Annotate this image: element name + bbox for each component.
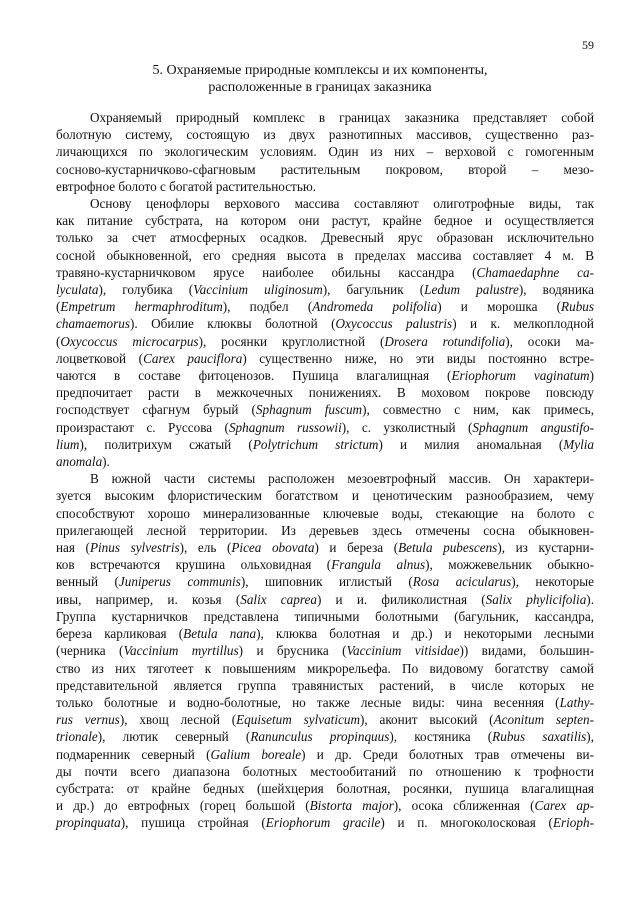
latin-name: Vaccinium myrtillus (123, 643, 239, 659)
text-run: произрастают с. Руссова ( (56, 419, 229, 435)
latin-name: Aconitum septen- (493, 712, 594, 728)
text-run: зуется высоким флористическим богатством и ценотическим разнообразием, чему (56, 488, 594, 504)
latin-name: Bistorta major (309, 798, 394, 814)
text-line (56, 350, 594, 367)
text-line (56, 264, 594, 281)
text-run: болотную систему, состоящую из двух разнотипных массивов, существенно раз- (56, 127, 594, 143)
text-line (56, 694, 594, 711)
latin-name: Polytrichum strictum (252, 436, 379, 452)
text-line (56, 229, 594, 246)
latin-name: Sphagnum russowii (228, 419, 342, 435)
text-line (56, 367, 594, 384)
text-run: береза карликовая ( (56, 626, 184, 642)
text-line (56, 247, 594, 264)
latin-name: Rubus saxatilis (492, 729, 587, 745)
text-line (56, 677, 594, 694)
text-line (56, 522, 594, 539)
latin-name: Andromeda polifolia (312, 299, 438, 315)
text-run: ), лютик северный ( (97, 729, 251, 745)
text-run: (черника ( (56, 643, 124, 659)
latin-name: Oxycoccus palustris (335, 316, 453, 332)
text-run: ), аконит высокий ( (359, 712, 494, 728)
text-run: способствуют хорошо минерализованные ключевые воды, стекающие на болото с (56, 505, 594, 521)
text-line (56, 591, 594, 608)
text-line (56, 126, 594, 143)
text-line (56, 556, 594, 573)
latin-name: Salix phylicifolia (485, 591, 587, 607)
text-line (56, 728, 594, 745)
text-line (56, 453, 594, 470)
section-title-line-2: расположенные в границах заказника (208, 80, 432, 95)
text-run: ), осоки ма- (505, 333, 594, 349)
text-line (56, 539, 594, 556)
text-run: только за счет атмосферных осадков. Древесный ярус образован исключительно (56, 230, 594, 246)
text-line (56, 178, 594, 195)
section-title (40, 62, 600, 96)
latin-name: propinquata (56, 815, 121, 831)
text-run: ), совместно с ним, как примесь, (362, 402, 594, 418)
text-run: ), политрихум сжатый ( (79, 436, 253, 452)
text-run: ды почти всего диапазона болотных местообитаний по отношению к трофности (56, 763, 594, 779)
text-run: ) и п. многоколосковая ( (380, 815, 553, 831)
text-run: ), подбел ( (222, 299, 313, 315)
latin-name: Mylia (563, 436, 594, 452)
text-run: )) видами, большин- (459, 643, 594, 659)
text-run: ), клюква болотная и др.) и некоторыми лесными (256, 626, 594, 642)
text-run: ( (56, 299, 61, 315)
text-line (56, 608, 594, 625)
text-run: субстрата: от крайне бедных (шейхцерия болотная, росянки, пушица влагалищная (56, 780, 594, 796)
latin-name: Erioph- (552, 815, 594, 831)
text-run: только болотные и водно-болотные, но также лесные виды: чина весенняя ( (56, 694, 560, 710)
latin-name: trionale (56, 729, 98, 745)
latin-name: Picea obovata (231, 540, 315, 556)
body-text (56, 109, 594, 832)
text-run: ) и и. филиколистная ( (316, 591, 486, 607)
text-line (56, 401, 594, 418)
text-run: ), костяника ( (389, 729, 493, 745)
text-line (56, 763, 594, 780)
text-run: ) (589, 368, 594, 384)
latin-name: Empetrum hermaphroditum (60, 299, 223, 315)
text-run: лоцветковой ( (56, 350, 144, 366)
latin-name: Equisetum sylvaticum (236, 712, 360, 728)
text-line (56, 780, 594, 797)
text-run: ), ель ( (179, 540, 232, 556)
text-run: ивы, например, и. козья ( (56, 591, 241, 607)
text-line (56, 333, 594, 350)
latin-name: Eriophorum gracile (265, 815, 381, 831)
text-run: сосново-кустарничково-сфагновым растительным покровом, второй – мезо- (56, 161, 594, 177)
text-line (56, 384, 594, 401)
text-run: ) и брусника ( (238, 643, 347, 659)
text-run: господствует сфагнум бурый ( (56, 402, 256, 418)
latin-name: Betula nana (183, 626, 257, 642)
text-run: личающихся по экологическим условиям. Один из них – верховой с гомогенным (56, 144, 594, 160)
text-line (56, 419, 594, 436)
text-line (56, 281, 594, 298)
latin-name: Ledum palustre (424, 282, 519, 298)
text-run: прилегающей лесной территории. Из деревьев здесь отмечены сосна обыкновен- (56, 522, 594, 538)
text-line (56, 212, 594, 229)
text-run: Охраняемый природный комплекс в границах заказника представляет собой (90, 110, 594, 125)
text-run: подмаренник северный ( (56, 746, 211, 762)
text-line (56, 814, 594, 831)
text-run: В южной части системы расположен мезоевтрофный массив. Он характери- (90, 471, 594, 487)
text-run: венный ( (56, 574, 119, 590)
latin-name: Vaccinium vitisidae (346, 643, 460, 659)
text-run: ), голубика ( (98, 282, 194, 298)
latin-name: Ranunculus propinquus (250, 729, 390, 745)
text-run: ) и морошка ( (437, 299, 562, 315)
text-run: ), можжевельник обыкно- (425, 557, 594, 573)
latin-name: Frangula alnus (331, 557, 426, 573)
text-line (56, 487, 594, 504)
text-run: Группа кустарничков представлена типичными болотными (багульник, кассандра, (56, 608, 594, 624)
text-run: ство из них тяготеет к повышениям микрорельефа. По видовому богатству самой (56, 660, 594, 676)
text-line (56, 436, 594, 453)
text-run: ) и береза ( (314, 540, 399, 556)
latin-name: Betula pubescens (398, 540, 498, 556)
text-run: ) и к. мелкоплодной (452, 316, 594, 332)
text-line (56, 642, 594, 659)
latin-name: Rosa acicularus (412, 574, 512, 590)
text-run: как питание субстрата, на котором они растут, крайне бедное и осуществляется (56, 213, 594, 229)
text-run: ), багульник ( (322, 282, 425, 298)
text-line (56, 315, 594, 332)
latin-name: Carex ap- (534, 798, 594, 814)
text-run: ) и милия аномальная ( (378, 436, 564, 452)
latin-name: Carex pauciflora (143, 350, 243, 366)
text-run: сосной обыкновенной, его средняя высота в пределах массива составляет 4 м. В (56, 247, 594, 263)
text-line (56, 505, 594, 522)
latin-name: Sphagnum fuscum (255, 402, 363, 418)
text-run: чаются в составе фитоценозов. Пушица влагалищная ( (56, 368, 452, 384)
text-line (56, 573, 594, 590)
text-line (56, 143, 594, 160)
latin-name: anomala (56, 454, 103, 470)
text-line (56, 625, 594, 642)
text-run: ), хвощ лесной ( (119, 712, 237, 728)
latin-name: Pinus sylvestris (89, 540, 180, 556)
text-run: травяно-кустарничковом ярусе наиболее обильны кассандра ( (56, 264, 477, 280)
text-run: ков встречаются крушина ольховидная ( (56, 557, 332, 573)
text-run: ), некоторые (511, 574, 594, 590)
text-run: ) и др. Среди болотных трав отмечены ви- (301, 746, 594, 762)
text-run: ) существенно ниже, но эти виды постоянно встре- (242, 350, 594, 366)
text-line (56, 161, 594, 178)
latin-name: chamaemorus (56, 316, 130, 332)
text-run: ). (586, 591, 594, 607)
text-line (56, 470, 594, 487)
text-line (56, 109, 594, 126)
text-run: Основу ценофлоры верхового массива составляют олиготрофные виды, так (90, 196, 594, 212)
latin-name: Vaccinium uliginosum (193, 282, 323, 298)
latin-name: lium (56, 436, 80, 452)
latin-name: lyculata (56, 282, 99, 298)
latin-name: Eriophorum vaginatum (451, 368, 590, 384)
text-run: ( (56, 333, 61, 349)
text-run: ), из кустарни- (497, 540, 594, 556)
text-run: ная ( (56, 540, 90, 556)
section-title-line-1: 5. Охраняемые природные комплексы и их компоненты, (152, 63, 488, 78)
latin-name: Rubus (561, 299, 595, 315)
text-run: ). Обилие клюквы болотной ( (130, 316, 336, 332)
text-line (56, 746, 594, 763)
text-line (56, 195, 594, 212)
latin-name: Salix caprea (240, 591, 317, 607)
text-run: ), росянки круглолистной ( (198, 333, 385, 349)
latin-name: Juniperus communis (118, 574, 241, 590)
text-run: евтрофное болото с богатой растительностью. (56, 178, 316, 194)
text-run: ), пушица стройная ( (120, 815, 266, 831)
text-run: ). (102, 454, 110, 470)
text-run: представительной является группа травянистых растений, в числе которых не (56, 677, 594, 693)
paragraph (56, 195, 594, 470)
page-number: 59 (582, 38, 594, 52)
text-line (56, 711, 594, 728)
text-run: ), шиповник иглистый ( (240, 574, 413, 590)
latin-name: rus vernus (56, 712, 120, 728)
latin-name: Sphagnum angustifo- (472, 419, 594, 435)
paragraph (56, 470, 594, 831)
text-run: ), (586, 729, 594, 745)
text-run: предпочитает расти в межкочечных понижениях. В моховом покрове повсюду (56, 385, 594, 401)
latin-name: Lathy- (559, 694, 594, 710)
latin-name: Galium boreale (210, 746, 302, 762)
text-run: ), осока сближенная ( (393, 798, 535, 814)
latin-name: Drosera rotundifolia (384, 333, 506, 349)
text-run: ), водяника (518, 282, 594, 298)
text-run: и др.) до евтрофных (горец большой ( (56, 798, 310, 814)
latin-name: Chamaedaphne ca- (476, 264, 594, 280)
text-line (56, 797, 594, 814)
paragraph (56, 109, 594, 195)
text-line (56, 660, 594, 677)
text-line (56, 298, 594, 315)
text-run: ), с. узколистный ( (341, 419, 473, 435)
latin-name: Oxycoccus microcarpus (60, 333, 199, 349)
